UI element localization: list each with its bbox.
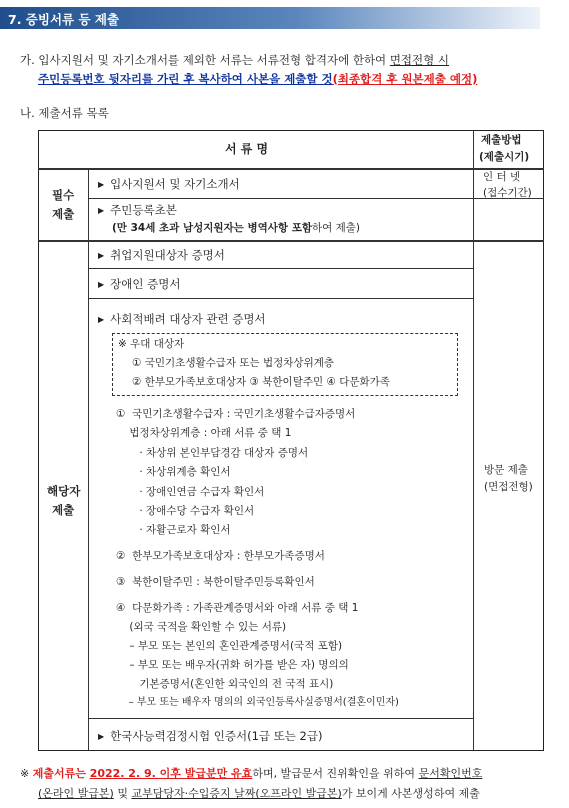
divider xyxy=(88,169,89,750)
bullet-triangle-icon: ▶ xyxy=(98,315,105,324)
bullet-triangle-icon: ▶ xyxy=(98,732,105,741)
req-row1-text: 입사지원서 및 자기소개서 xyxy=(110,177,240,191)
app-row3 xyxy=(98,312,266,328)
item-a-line1 xyxy=(20,53,449,67)
bullet-triangle-icon: ▶ xyxy=(98,280,105,289)
detail-line: ③ 북한이탈주민 : 북한이탈주민등록확인서 xyxy=(116,576,315,588)
detail-line: 기본증명서(혼인한 외국인의 전 국적 표시) xyxy=(116,678,334,690)
req-row2-text: 주민등록초본 xyxy=(110,203,177,217)
item-b-prefix: 나. xyxy=(20,106,35,120)
detail-line: · 장애인연금 수급자 확인서 xyxy=(116,486,265,498)
detail-line: · 차상위 본인부담경감 대상자 증명서 xyxy=(116,447,309,459)
footnote-mark: ※ xyxy=(20,767,30,780)
item-b-line xyxy=(20,106,109,120)
app-row1-text: 취업지원대상자 증명서 xyxy=(110,248,225,262)
priority-title: ※ 우대 대상자 xyxy=(118,338,185,350)
detail-line: ② 한부모가족보호대상자 : 한부모가족증명서 xyxy=(116,550,325,562)
footnote-line2 xyxy=(38,787,480,801)
detail-line: (외국 국적을 확인할 수 있는 서류) xyxy=(116,621,287,633)
item-a-red-text: (최종합격 후 원본제출 예정) xyxy=(332,72,478,86)
divider xyxy=(88,198,544,199)
app-row3-text: 사회적배려 대상자 관련 증명서 xyxy=(110,312,266,326)
app-row2 xyxy=(98,277,180,293)
divider xyxy=(38,168,544,170)
required-label-2: 제출 xyxy=(52,207,75,221)
bullet-triangle-icon: ▶ xyxy=(98,206,105,215)
req-row1 xyxy=(98,177,240,193)
footnote-line1 xyxy=(20,767,482,781)
divider xyxy=(88,268,474,269)
detail-line: 법정차상위계층 : 아래 서류 중 택 1 xyxy=(116,427,292,439)
col-method-header-2: (제출시기) xyxy=(479,151,530,163)
item-a-prefix: 가. xyxy=(20,53,35,67)
detail-line: – 부모 또는 배우자 명의의 외국인등록사실증명서(결혼이민자) xyxy=(116,697,399,708)
bullet-triangle-icon: ▶ xyxy=(98,180,105,189)
detail-line: · 장애수당 수급자 확인서 xyxy=(116,505,255,517)
app-row4 xyxy=(98,729,322,745)
detail-line: ① 국민기초생활수급자 : 국민기초생활수급자증명서 xyxy=(116,408,356,420)
app-method-1: 방문 제출 xyxy=(484,464,528,476)
footnote-text3: 가 보이게 사본생성하여 제출 xyxy=(341,787,480,800)
footnote-red: 제출서류는 xyxy=(32,767,90,780)
divider xyxy=(473,130,474,751)
section-title: 7. 증빙서류 등 제출 xyxy=(8,12,120,27)
req-row1-method-2: (접수기간) xyxy=(483,187,532,199)
req-row2-bold: (만 34세 초과 남성지원자는 병역사항 포함 xyxy=(112,222,312,234)
priority-line2: ② 한부모가족보호대상자 ③ 북한이탈주민 ④ 다문화가족 xyxy=(132,376,390,388)
detail-line: – 부모 또는 본인의 혼인관계증명서(국적 포함) xyxy=(116,640,343,652)
divider xyxy=(88,298,474,299)
req-row2-line1 xyxy=(98,203,177,219)
footnote-ul3: 교부담당자·수입증지 날짜(오프라인 발급본) xyxy=(131,787,342,800)
footnote-text1: 하며, 발급문서 진위확인을 위하여 xyxy=(252,767,419,780)
req-row2-normal: 하여 제출) xyxy=(311,222,360,234)
col-doc-header: 서 류 명 xyxy=(225,142,269,156)
divider xyxy=(38,240,544,242)
footnote-ul2: (온라인 발급본) xyxy=(38,787,114,800)
detail-line: · 자활근로자 확인서 xyxy=(116,524,231,536)
priority-line1: ① 국민기초생활수급자 또는 법정차상위계층 xyxy=(132,357,334,369)
required-label-1: 필수 xyxy=(52,188,75,202)
item-a-text: 입사지원서 및 자기소개서를 제외한 서류는 서류전형 합격자에 한하여 xyxy=(38,53,390,67)
item-a-line2 xyxy=(38,72,477,86)
app-method-2: (면접전형) xyxy=(484,481,533,493)
app-row2-text: 장애인 증명서 xyxy=(110,277,181,291)
detail-line: – 부모 또는 배우자(귀화 허가를 받은 자) 명의의 xyxy=(116,659,349,671)
item-b-text: 제출서류 목록 xyxy=(38,106,109,120)
item-a-blue-text: 주민등록번호 뒷자리를 가린 후 복사하여 사본을 제출할 것 xyxy=(38,72,333,86)
applicable-label-2: 제출 xyxy=(52,503,75,517)
bullet-triangle-icon: ▶ xyxy=(98,251,105,260)
req-row1-method-1: 인 터 넷 xyxy=(483,171,521,183)
section-header-bar xyxy=(0,7,540,29)
detail-line: ④ 다문화가족 : 가족관계증명서와 아래 서류 중 택 1 xyxy=(116,602,359,614)
footnote-ul1: 문서확인번호 xyxy=(418,767,483,780)
divider xyxy=(88,718,474,719)
req-row2-line2 xyxy=(112,221,360,235)
item-a-underlined: 면접전형 시 xyxy=(389,53,450,67)
app-row1 xyxy=(98,248,225,264)
footnote-text2: 및 xyxy=(113,787,132,800)
col-method-header-1: 제출방법 xyxy=(481,134,522,146)
applicable-label-1: 해당자 xyxy=(47,484,81,498)
app-row4-text: 한국사능력검정시험 인증서(1급 또는 2급) xyxy=(110,729,323,743)
detail-line: · 차상위계층 확인서 xyxy=(116,466,231,478)
footnote-red-underlined: 2022. 2. 9. 이후 발급분만 유효 xyxy=(89,767,253,780)
